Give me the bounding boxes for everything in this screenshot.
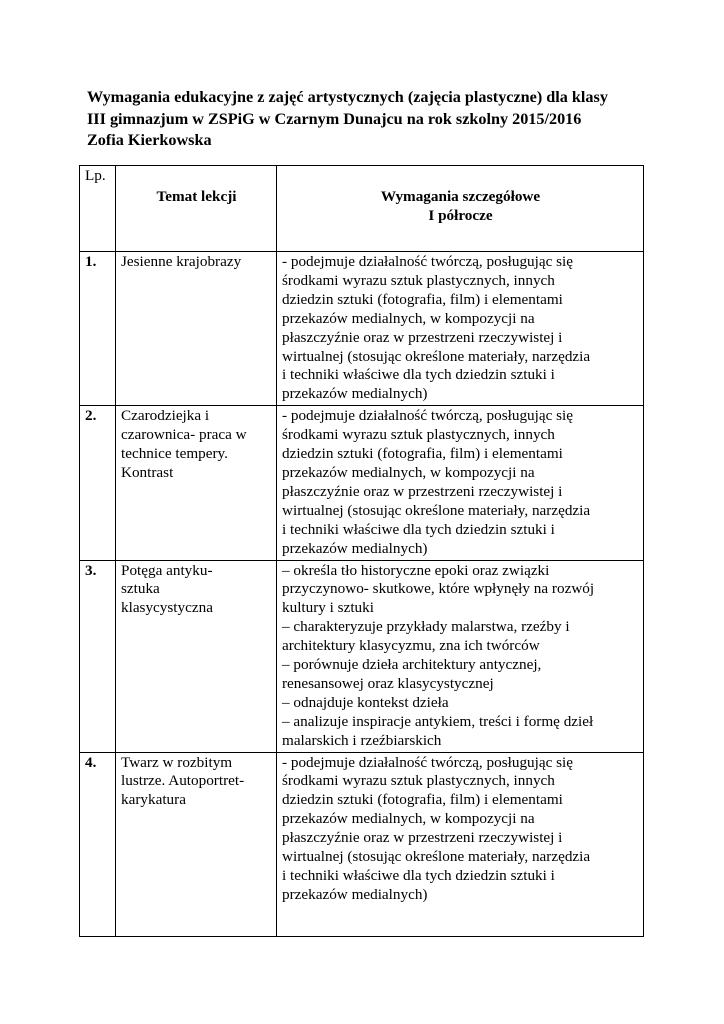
table-row bbox=[80, 560, 644, 752]
req-line: – charakteryzuje przykłady malarstwa, rzeźby i bbox=[282, 618, 570, 636]
header-topic: Temat lekcji bbox=[116, 166, 277, 252]
req-line: i techniki właściwe dla tych dziedzin sztuki i bbox=[282, 520, 555, 538]
req-line: przekazów medialnych, w kompozycji na bbox=[282, 309, 535, 327]
req-line: dziedzin sztuki (fotografia, film) i elementami bbox=[282, 290, 563, 308]
row-requirements bbox=[277, 406, 644, 560]
req-line: dziedzin sztuki (fotografia, film) i elementami bbox=[282, 791, 563, 809]
req-line: przekazów medialnych, w kompozycji na bbox=[282, 810, 535, 828]
req-line: – analizuje inspiracje antykiem, treści i formę dzieł bbox=[282, 712, 594, 730]
table-row bbox=[80, 406, 644, 560]
title-line: Wymagania edukacyjne z zajęć artystycznych (zajęcia plastyczne) dla klasy bbox=[87, 88, 608, 106]
req-line: przekazów medialnych) bbox=[282, 539, 428, 557]
topic-line: sztuka bbox=[121, 580, 160, 598]
req-line: - podejmuje działalność twórczą, posługując się bbox=[282, 407, 573, 425]
row-number: 2. bbox=[80, 406, 116, 560]
header-semester: I półrocze bbox=[428, 206, 493, 224]
req-line: wirtualnej (stosując określone materiały, narzędzia bbox=[282, 501, 591, 519]
req-line: dziedzin sztuki (fotografia, film) i elementami bbox=[282, 445, 563, 463]
table-row bbox=[80, 752, 644, 936]
row-topic bbox=[116, 752, 277, 936]
req-line: i techniki właściwe dla tych dziedzin sztuki i bbox=[282, 366, 555, 384]
requirements-table bbox=[79, 165, 644, 937]
req-line: przekazów medialnych, w kompozycji na bbox=[282, 463, 535, 481]
req-line: płaszczyźnie oraz w przestrzeni rzeczywistej i bbox=[282, 482, 563, 500]
topic-line: karykatura bbox=[121, 791, 186, 809]
req-line: malarskich i rzeźbiarskich bbox=[282, 731, 442, 749]
topic-line: Potęga antyku- bbox=[121, 561, 213, 579]
row-requirements bbox=[277, 252, 644, 406]
topic-line: lustrze. Autoportret- bbox=[121, 772, 245, 790]
row-topic bbox=[116, 252, 277, 406]
topic-line: Czarodziejka i bbox=[121, 407, 210, 425]
req-line: – porównuje dzieła architektury antycznej, bbox=[282, 656, 542, 674]
topic-line: Twarz w rozbitym bbox=[121, 753, 233, 771]
row-requirements bbox=[277, 560, 644, 752]
topic-line: technice tempery. bbox=[121, 445, 228, 463]
table-row bbox=[80, 252, 644, 406]
row-topic bbox=[116, 560, 277, 752]
req-line: – odnajduje kontekst dzieła bbox=[282, 693, 449, 711]
topic-line: klasycystyczna bbox=[121, 599, 213, 617]
title-line: III gimnazjum w ZSPiG w Czarnym Dunajcu na rok szkolny 2015/2016 bbox=[87, 109, 582, 128]
topic-line: Jesienne krajobrazy bbox=[121, 253, 242, 270]
req-line: wirtualnej (stosując określone materiały, narzędzia bbox=[282, 848, 591, 866]
req-line: renesansowej oraz klasycystycznej bbox=[282, 674, 494, 692]
req-line: – określa tło historyczne epoki oraz związki bbox=[282, 561, 550, 579]
header-requirements bbox=[277, 166, 644, 252]
topic-line: czarownica- praca w bbox=[121, 426, 247, 444]
row-topic bbox=[116, 406, 277, 560]
req-line: przekazów medialnych) bbox=[282, 885, 428, 903]
req-line: wirtualnej (stosując określone materiały, narzędzia bbox=[282, 347, 591, 365]
req-line: architektury klasycyzmu, zna ich twórców bbox=[282, 637, 540, 655]
row-number: 1. bbox=[80, 252, 116, 406]
req-line: - podejmuje działalność twórczą, posługując się bbox=[282, 753, 573, 771]
req-line: przyczynowo- skutkowe, które wpłynęły na rozwój bbox=[282, 580, 595, 598]
title-line: Zofia Kierkowska bbox=[87, 131, 212, 149]
req-line: środkami wyrazu sztuk plastycznych, innych bbox=[282, 426, 555, 444]
req-line: przekazów medialnych) bbox=[282, 385, 428, 403]
row-number: 4. bbox=[80, 752, 116, 936]
header-requirements-title: Wymagania szczegółowe bbox=[380, 188, 541, 205]
topic-line: Kontrast bbox=[121, 463, 174, 481]
req-line: płaszczyźnie oraz w przestrzeni rzeczywistej i bbox=[282, 829, 563, 847]
req-line: kultury i sztuki bbox=[282, 599, 374, 617]
req-line: środkami wyrazu sztuk plastycznych, innych bbox=[282, 772, 555, 790]
req-line: płaszczyźnie oraz w przestrzeni rzeczywistej i bbox=[282, 328, 563, 346]
req-line: środkami wyrazu sztuk plastycznych, innych bbox=[282, 271, 555, 289]
row-requirements bbox=[277, 752, 644, 936]
req-line: i techniki właściwe dla tych dziedzin sztuki i bbox=[282, 867, 555, 884]
row-number: 3. bbox=[80, 560, 116, 752]
req-line: - podejmuje działalność twórczą, posługując się bbox=[282, 253, 573, 270]
table-header-row bbox=[80, 166, 644, 252]
document-title bbox=[87, 87, 647, 152]
header-lp: Lp. bbox=[80, 166, 116, 252]
